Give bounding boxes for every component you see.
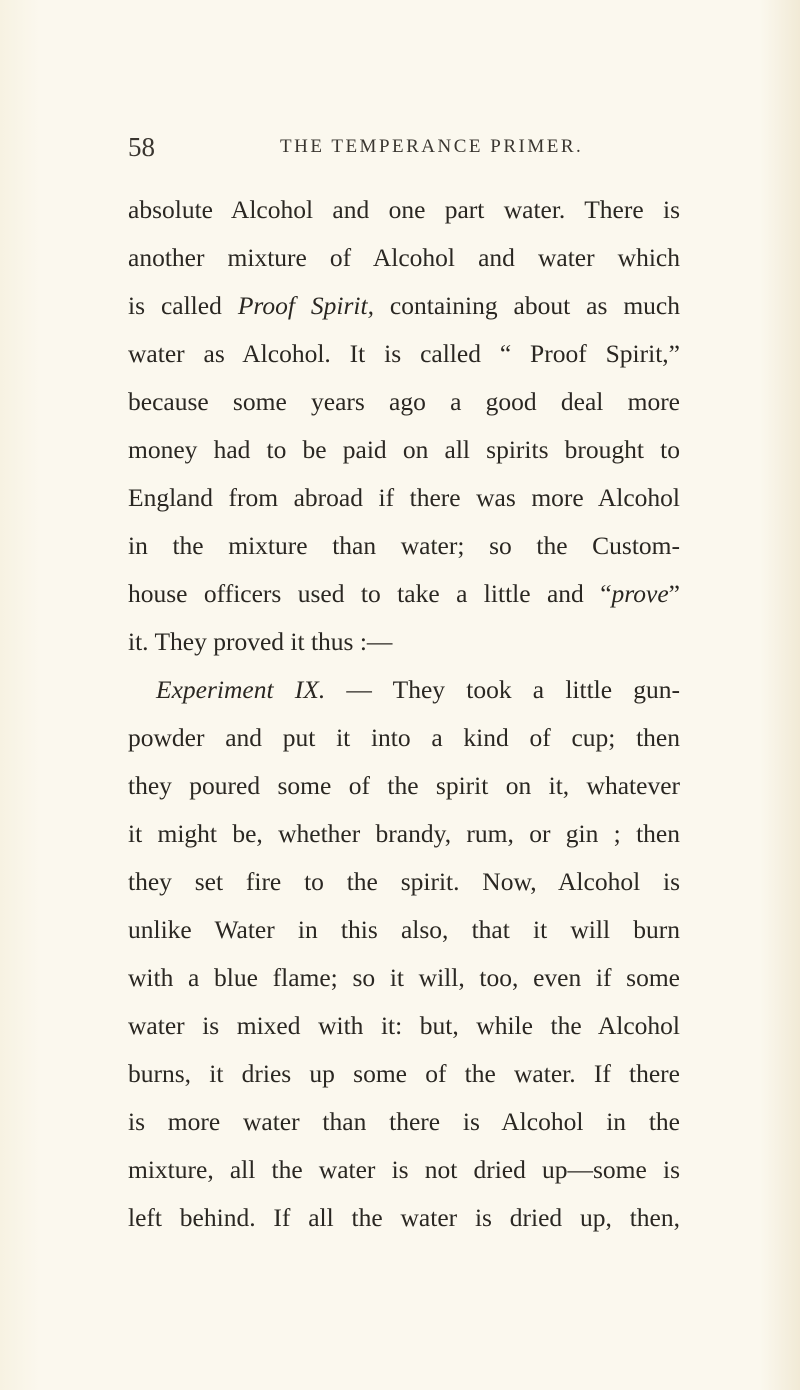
text-line: money had to be paid on all spirits brought to	[128, 435, 680, 464]
text-line: burns, it dries up some of the water. If there	[128, 1059, 680, 1088]
italic-term: Proof Spirit,	[237, 291, 374, 320]
text-line: mixture, all the water is not dried up—some is	[128, 1155, 680, 1184]
running-title: THE TEMPERANCE PRIMER.	[280, 136, 584, 157]
page-header	[128, 132, 680, 168]
text-line: powder and put it into a kind of cup; then	[128, 723, 680, 752]
text-line: is called Proof Spirit, containing about as much	[128, 291, 680, 320]
italic-term: prove	[611, 579, 669, 608]
text-line: another mixture of Alcohol and water which	[128, 243, 680, 272]
text-line: absolute Alcohol and one part water. There is	[128, 195, 680, 224]
text-line: Experiment IX. — They took a little gun-	[156, 675, 681, 704]
text-line: left behind. If all the water is dried up, then,	[128, 1203, 680, 1232]
body-text	[128, 186, 680, 1242]
text-line: water is mixed with it: but, while the Alcohol	[128, 1011, 680, 1040]
text-line: water as Alcohol. It is called “ Proof Spirit,”	[128, 339, 680, 368]
text-line: England from abroad if there was more Alcohol	[128, 483, 680, 512]
text-line: house officers used to take a little and “prove”	[128, 579, 680, 608]
text-line: they poured some of the spirit on it, whatever	[128, 771, 680, 800]
page-number: 58	[128, 132, 155, 162]
text-line: it might be, whether brandy, rum, or gin ; then	[128, 819, 680, 848]
text-line: in the mixture than water; so the Custom-	[128, 531, 680, 560]
text-line: unlike Water in this also, that it will burn	[128, 915, 680, 944]
text-line: because some years ago a good deal more	[128, 387, 680, 416]
experiment-heading: Experiment IX.	[156, 675, 326, 704]
text-line: they set fire to the spirit. Now, Alcohol is	[128, 867, 680, 896]
text-line: it. They proved it thus :—	[128, 627, 393, 656]
text-line: is more water than there is Alcohol in the	[128, 1107, 680, 1136]
text-line: with a blue flame; so it will, too, even if some	[128, 963, 680, 992]
